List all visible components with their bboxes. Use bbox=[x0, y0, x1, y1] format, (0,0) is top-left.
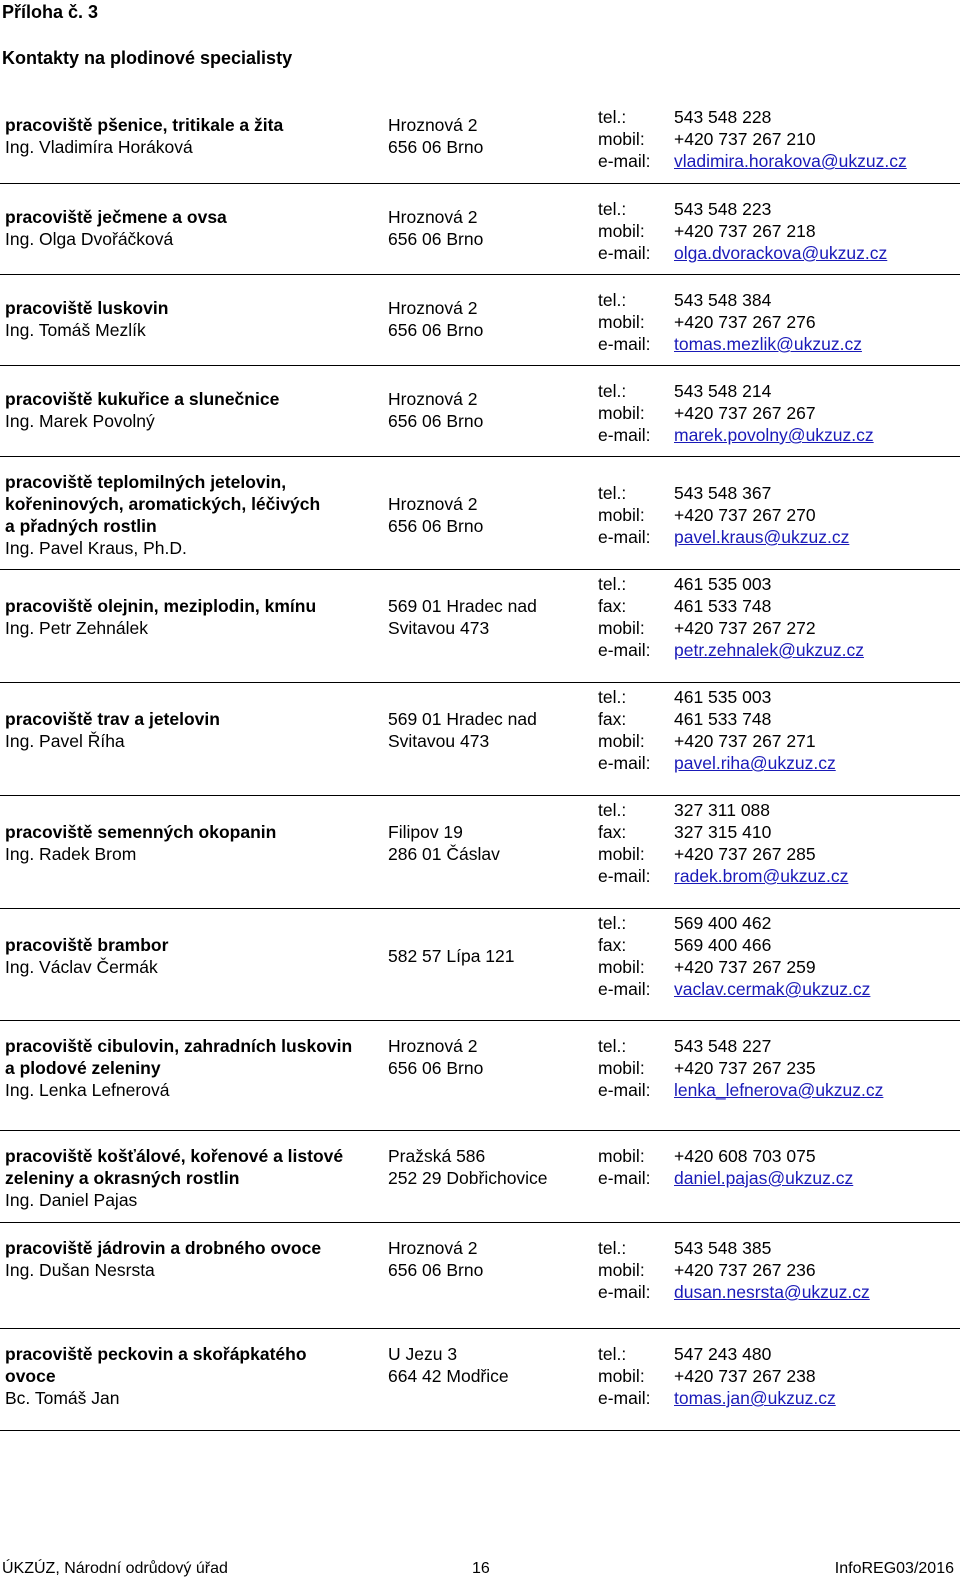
workplace-name: pracoviště pšenice, tritikale a žita bbox=[5, 115, 284, 135]
contact-value: 543 548 228 bbox=[674, 107, 772, 127]
contact-label: mobil: bbox=[598, 505, 645, 525]
address-line: 252 29 Dobřichovice bbox=[388, 1168, 548, 1188]
address-line: 656 06 Brno bbox=[388, 229, 484, 249]
email-link[interactable]: pavel.riha@ukzuz.cz bbox=[674, 753, 836, 773]
contact-row bbox=[598, 752, 960, 774]
workplace-column bbox=[5, 1145, 385, 1211]
contact-label: mobil: bbox=[598, 844, 645, 864]
contact-label: e-mail: bbox=[598, 979, 651, 999]
contact-label: e-mail: bbox=[598, 1282, 651, 1302]
contact-entry bbox=[0, 1223, 960, 1329]
address-column bbox=[388, 114, 588, 158]
address-line: Svitavou 473 bbox=[388, 618, 490, 638]
workplace-name: pracoviště kukuřice a slunečnice bbox=[5, 389, 280, 409]
contact-label: e-mail: bbox=[598, 866, 651, 886]
email-link[interactable]: pavel.kraus@ukzuz.cz bbox=[674, 527, 850, 547]
contact-row bbox=[598, 821, 960, 843]
specialist-name: Bc. Tomáš Jan bbox=[5, 1388, 120, 1408]
address-line: Hroznová 2 bbox=[388, 298, 478, 318]
contact-value: +420 737 267 259 bbox=[674, 957, 816, 977]
contact-label: tel.: bbox=[598, 574, 627, 594]
address-column bbox=[388, 708, 588, 752]
contact-label: e-mail: bbox=[598, 334, 651, 354]
contact-row bbox=[598, 639, 960, 661]
contact-entry bbox=[0, 909, 960, 1021]
contact-row bbox=[598, 1057, 960, 1079]
contact-row bbox=[598, 482, 960, 504]
contact-row bbox=[598, 1237, 960, 1259]
email-link[interactable]: tomas.mezlik@ukzuz.cz bbox=[674, 334, 862, 354]
workplace-column bbox=[5, 471, 385, 559]
workplace-name: pracoviště brambor bbox=[5, 935, 169, 955]
footer-doc-id: InfoREG03/2016 bbox=[834, 1560, 954, 1577]
contact-label: e-mail: bbox=[598, 640, 651, 660]
contact-row bbox=[598, 402, 960, 424]
contact-row bbox=[598, 333, 960, 355]
address-line: 656 06 Brno bbox=[388, 516, 484, 536]
address-line: Hroznová 2 bbox=[388, 1238, 478, 1258]
contact-value: +420 737 267 285 bbox=[674, 844, 816, 864]
contacts-column bbox=[598, 686, 960, 774]
contact-entry bbox=[0, 1021, 960, 1131]
contacts-column bbox=[598, 1145, 960, 1189]
contact-row bbox=[598, 730, 960, 752]
contact-row bbox=[598, 1387, 960, 1409]
contact-row bbox=[598, 424, 960, 446]
contact-value: 461 535 003 bbox=[674, 687, 772, 707]
contact-entry bbox=[0, 92, 960, 184]
contact-row bbox=[598, 220, 960, 242]
address-line: 664 42 Modřice bbox=[388, 1366, 509, 1386]
contact-value: +420 737 267 270 bbox=[674, 505, 816, 525]
workplace-column bbox=[5, 821, 385, 865]
workplace-column bbox=[5, 934, 385, 978]
contact-row bbox=[598, 865, 960, 887]
contact-row bbox=[598, 573, 960, 595]
contact-entry bbox=[0, 184, 960, 275]
workplace-name: pracoviště peckovin a skořápkatého bbox=[5, 1344, 307, 1364]
contact-row bbox=[598, 956, 960, 978]
workplace-column bbox=[5, 297, 385, 341]
contact-label: tel.: bbox=[598, 381, 627, 401]
specialist-name: Ing. Lenka Lefnerová bbox=[5, 1080, 170, 1100]
address-column bbox=[388, 297, 588, 341]
contact-value: 327 315 410 bbox=[674, 822, 772, 842]
contacts-column bbox=[598, 799, 960, 887]
contact-list bbox=[0, 92, 960, 1431]
specialist-name: Ing. Pavel Kraus, Ph.D. bbox=[5, 538, 187, 558]
address-column bbox=[388, 1237, 588, 1281]
specialist-name: Ing. Pavel Říha bbox=[5, 731, 125, 751]
email-link[interactable]: petr.zehnalek@ukzuz.cz bbox=[674, 640, 864, 660]
contact-label: fax: bbox=[598, 709, 627, 729]
workplace-name: a plodové zeleniny bbox=[5, 1058, 161, 1078]
contacts-column bbox=[598, 1035, 960, 1101]
specialist-name: Ing. Petr Zehnálek bbox=[5, 618, 148, 638]
contact-label: tel.: bbox=[598, 1344, 627, 1364]
contact-entry bbox=[0, 457, 960, 570]
contact-value: 543 548 385 bbox=[674, 1238, 772, 1258]
contact-entry bbox=[0, 275, 960, 366]
contact-row bbox=[598, 843, 960, 865]
workplace-column bbox=[5, 1343, 385, 1409]
address-line: Hroznová 2 bbox=[388, 494, 478, 514]
workplace-column bbox=[5, 1237, 385, 1281]
address-column bbox=[388, 493, 588, 537]
contact-label: mobil: bbox=[598, 1260, 645, 1280]
contact-label: fax: bbox=[598, 822, 627, 842]
contact-value: 461 533 748 bbox=[674, 709, 772, 729]
contacts-column bbox=[598, 1343, 960, 1409]
specialist-name: Ing. Vladimíra Horáková bbox=[5, 137, 193, 157]
address-line: 656 06 Brno bbox=[388, 1260, 484, 1280]
contact-value: 543 548 367 bbox=[674, 483, 772, 503]
contact-row bbox=[598, 1079, 960, 1101]
contact-row bbox=[598, 1343, 960, 1365]
address-line: Svitavou 473 bbox=[388, 731, 490, 751]
contact-row bbox=[598, 708, 960, 730]
address-column bbox=[388, 1145, 588, 1189]
address-line: 582 57 Lípa 121 bbox=[388, 946, 515, 966]
contact-row bbox=[598, 526, 960, 548]
contact-label: e-mail: bbox=[598, 1388, 651, 1408]
contact-entry bbox=[0, 796, 960, 909]
workplace-name: pracoviště cibulovin, zahradních luskovin bbox=[5, 1036, 353, 1056]
contact-row bbox=[598, 380, 960, 402]
contact-row bbox=[598, 150, 960, 172]
workplace-name: kořeninových, aromatických, léčivých bbox=[5, 494, 321, 514]
contact-value: 543 548 223 bbox=[674, 199, 772, 219]
contact-row bbox=[598, 289, 960, 311]
contact-value: +420 737 267 267 bbox=[674, 403, 816, 423]
email-link[interactable]: marek.povolny@ukzuz.cz bbox=[674, 425, 874, 445]
address-line: Pražská 586 bbox=[388, 1146, 486, 1166]
email-link[interactable]: olga.dvorackova@ukzuz.cz bbox=[674, 243, 888, 263]
contact-value: +420 737 267 235 bbox=[674, 1058, 816, 1078]
workplace-name: pracoviště ječmene a ovsa bbox=[5, 207, 227, 227]
contact-label: mobil: bbox=[598, 1146, 645, 1166]
contact-label: mobil: bbox=[598, 957, 645, 977]
workplace-name: zeleniny a okrasných rostlin bbox=[5, 1168, 240, 1188]
specialist-name: Ing. Olga Dvořáčková bbox=[5, 229, 174, 249]
specialist-name: Ing. Marek Povolný bbox=[5, 411, 155, 431]
contact-label: mobil: bbox=[598, 221, 645, 241]
contact-label: tel.: bbox=[598, 1036, 627, 1056]
footer-org: ÚKZÚZ, Národní odrůdový úřad bbox=[2, 1560, 228, 1577]
contact-value: +420 737 267 236 bbox=[674, 1260, 816, 1280]
contact-row bbox=[598, 686, 960, 708]
contact-value: 327 311 088 bbox=[674, 800, 771, 820]
contact-value: +420 608 703 075 bbox=[674, 1146, 816, 1166]
contact-value: +420 737 267 218 bbox=[674, 221, 816, 241]
contact-row bbox=[598, 978, 960, 1000]
workplace-column bbox=[5, 206, 385, 250]
contact-row bbox=[598, 1259, 960, 1281]
contacts-column bbox=[598, 482, 960, 548]
contact-row bbox=[598, 128, 960, 150]
address-line: 656 06 Brno bbox=[388, 320, 484, 340]
contact-row bbox=[598, 504, 960, 526]
address-line: Hroznová 2 bbox=[388, 207, 478, 227]
contact-row bbox=[598, 1035, 960, 1057]
specialist-name: Ing. Daniel Pajas bbox=[5, 1190, 138, 1210]
address-column bbox=[388, 388, 588, 432]
contact-entry bbox=[0, 1131, 960, 1223]
contacts-column bbox=[598, 198, 960, 264]
contact-row bbox=[598, 617, 960, 639]
contacts-column bbox=[598, 912, 960, 1000]
contact-value: +420 737 267 210 bbox=[674, 129, 816, 149]
address-column bbox=[388, 945, 588, 967]
workplace-column bbox=[5, 1035, 385, 1101]
contact-value: +420 737 267 238 bbox=[674, 1366, 816, 1386]
workplace-name: pracoviště luskovin bbox=[5, 298, 169, 318]
contacts-column bbox=[598, 573, 960, 661]
contact-row bbox=[598, 934, 960, 956]
contact-label: e-mail: bbox=[598, 753, 651, 773]
address-column bbox=[388, 206, 588, 250]
contact-value: +420 737 267 272 bbox=[674, 618, 816, 638]
contact-label: mobil: bbox=[598, 403, 645, 423]
address-line: Hroznová 2 bbox=[388, 1036, 478, 1056]
workplace-name: pracoviště jádrovin a drobného ovoce bbox=[5, 1238, 322, 1258]
contact-row bbox=[598, 799, 960, 821]
specialist-name: Ing. Radek Brom bbox=[5, 844, 137, 864]
workplace-name: pracoviště teplomilných jetelovin, bbox=[5, 472, 287, 492]
workplace-column bbox=[5, 388, 385, 432]
address-column bbox=[388, 595, 588, 639]
address-line: Filipov 19 bbox=[388, 822, 463, 842]
address-line: 656 06 Brno bbox=[388, 137, 484, 157]
contact-entry bbox=[0, 366, 960, 457]
address-line: Hroznová 2 bbox=[388, 115, 478, 135]
address-column bbox=[388, 821, 588, 865]
contact-label: e-mail: bbox=[598, 1168, 651, 1188]
address-line: 656 06 Brno bbox=[388, 411, 484, 431]
contact-label: tel.: bbox=[598, 199, 627, 219]
contact-label: mobil: bbox=[598, 312, 645, 332]
page-footer bbox=[0, 1558, 960, 1580]
email-link[interactable]: radek.brom@ukzuz.cz bbox=[674, 866, 849, 886]
contact-value: 461 533 748 bbox=[674, 596, 772, 616]
address-line: U Jezu 3 bbox=[388, 1344, 458, 1364]
contact-label: e-mail: bbox=[598, 243, 651, 263]
email-link[interactable]: daniel.pajas@ukzuz.cz bbox=[674, 1168, 854, 1188]
address-line: 656 06 Brno bbox=[388, 1058, 484, 1078]
contact-value: +420 737 267 271 bbox=[674, 731, 816, 751]
contact-value: 543 548 214 bbox=[674, 381, 772, 401]
contact-label: tel.: bbox=[598, 483, 627, 503]
contact-entry bbox=[0, 1329, 960, 1431]
contact-label: tel.: bbox=[598, 913, 627, 933]
contact-label: tel.: bbox=[598, 687, 627, 707]
contact-value: 461 535 003 bbox=[674, 574, 772, 594]
contact-label: mobil: bbox=[598, 129, 645, 149]
contact-row bbox=[598, 198, 960, 220]
contact-entry bbox=[0, 683, 960, 796]
contact-label: tel.: bbox=[598, 800, 627, 820]
workplace-name: a přadných rostlin bbox=[5, 516, 157, 536]
contact-row bbox=[598, 242, 960, 264]
annex-label: Příloha č. 3 bbox=[2, 2, 99, 22]
workplace-column bbox=[5, 708, 385, 752]
contacts-column bbox=[598, 289, 960, 355]
workplace-name: pracoviště trav a jetelovin bbox=[5, 709, 220, 729]
contact-label: mobil: bbox=[598, 1058, 645, 1078]
contacts-column bbox=[598, 106, 960, 172]
contact-label: tel.: bbox=[598, 290, 627, 310]
contacts-column bbox=[598, 1237, 960, 1303]
specialist-name: Ing. Václav Čermák bbox=[5, 957, 158, 977]
workplace-column bbox=[5, 114, 385, 158]
contact-label: fax: bbox=[598, 935, 627, 955]
contact-label: fax: bbox=[598, 596, 627, 616]
contact-value: 569 400 466 bbox=[674, 935, 772, 955]
contact-row bbox=[598, 595, 960, 617]
email-link[interactable]: dusan.nesrsta@ukzuz.cz bbox=[674, 1282, 870, 1302]
contact-value: 569 400 462 bbox=[674, 913, 772, 933]
address-line: Hroznová 2 bbox=[388, 389, 478, 409]
contact-label: mobil: bbox=[598, 1366, 645, 1386]
contacts-column bbox=[598, 380, 960, 446]
contact-value: 547 243 480 bbox=[674, 1344, 772, 1364]
contact-value: 543 548 384 bbox=[674, 290, 772, 310]
contact-label: mobil: bbox=[598, 618, 645, 638]
contact-value: 543 548 227 bbox=[674, 1036, 772, 1056]
workplace-column bbox=[5, 595, 385, 639]
address-line: 569 01 Hradec nad bbox=[388, 709, 537, 729]
email-link[interactable]: lenka_lefnerova@ukzuz.cz bbox=[674, 1080, 884, 1100]
address-line: 569 01 Hradec nad bbox=[388, 596, 537, 616]
workplace-name: pracoviště semenných okopanin bbox=[5, 822, 277, 842]
contact-row bbox=[598, 106, 960, 128]
contact-label: tel.: bbox=[598, 107, 627, 127]
address-line: 286 01 Čáslav bbox=[388, 844, 500, 864]
contact-value: +420 737 267 276 bbox=[674, 312, 816, 332]
contact-label: tel.: bbox=[598, 1238, 627, 1258]
specialist-name: Ing. Dušan Nesrsta bbox=[5, 1260, 155, 1280]
contact-row bbox=[598, 311, 960, 333]
email-link[interactable]: tomas.jan@ukzuz.cz bbox=[674, 1388, 836, 1408]
contact-row bbox=[598, 1167, 960, 1189]
contact-row bbox=[598, 1281, 960, 1303]
contact-label: e-mail: bbox=[598, 527, 651, 547]
contact-entry bbox=[0, 570, 960, 683]
address-column bbox=[388, 1343, 588, 1387]
email-link[interactable]: vladimira.horakova@ukzuz.cz bbox=[674, 151, 907, 171]
specialist-name: Ing. Tomáš Mezlík bbox=[5, 320, 146, 340]
workplace-name: pracoviště olejnin, meziplodin, kmínu bbox=[5, 596, 317, 616]
contact-row bbox=[598, 1145, 960, 1167]
contact-label: mobil: bbox=[598, 731, 645, 751]
workplace-name: ovoce bbox=[5, 1366, 56, 1386]
contact-label: e-mail: bbox=[598, 151, 651, 171]
workplace-name: pracoviště košťálové, kořenové a listové bbox=[5, 1146, 344, 1166]
contact-label: e-mail: bbox=[598, 425, 651, 445]
page-number: 16 bbox=[472, 1560, 490, 1577]
email-link[interactable]: vaclav.cermak@ukzuz.cz bbox=[674, 979, 871, 999]
contact-row bbox=[598, 1365, 960, 1387]
page-title: Kontakty na plodinové specialisty bbox=[2, 48, 293, 68]
contact-row bbox=[598, 912, 960, 934]
address-column bbox=[388, 1035, 588, 1079]
contact-label: e-mail: bbox=[598, 1080, 651, 1100]
